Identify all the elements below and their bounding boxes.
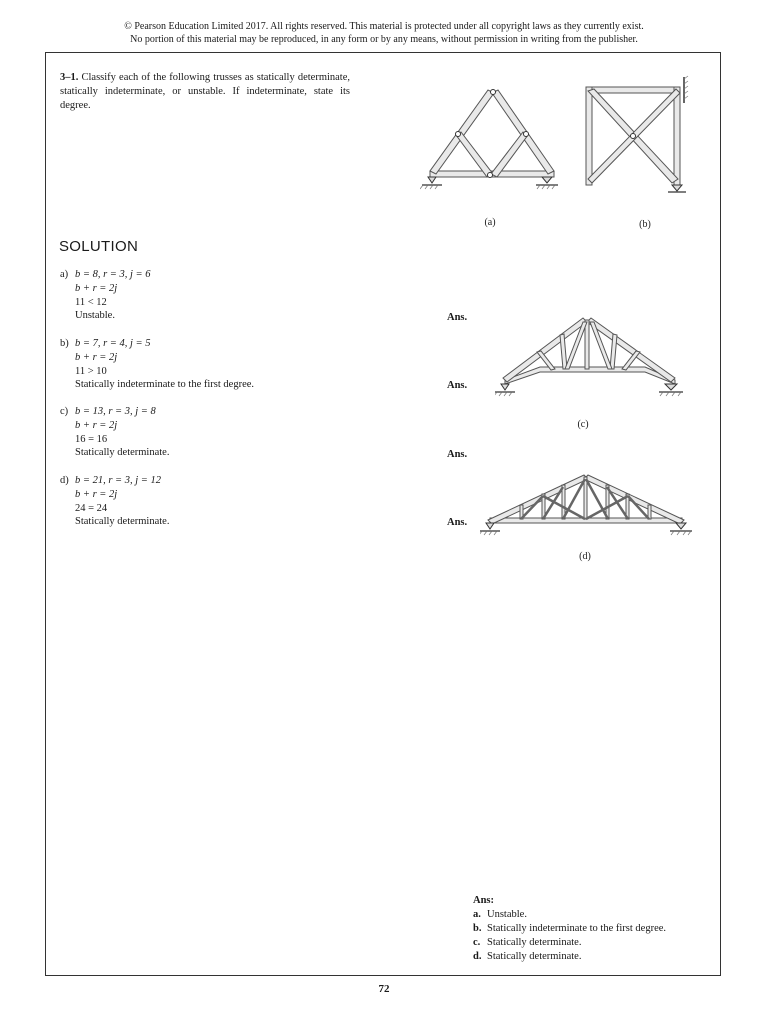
part-values: b = 13, r = 3, j = 8	[75, 406, 156, 417]
copyright-line-1: © Pearson Education Limited 2017. All rights reserved. This material is protected under all copyright laws as they currently exist.	[124, 21, 644, 32]
problem-number: 3–1.	[60, 72, 79, 83]
part-values: b = 8, r = 3, j = 6	[75, 269, 151, 280]
solution-part-b	[60, 337, 254, 392]
part-label: b)	[60, 338, 69, 349]
part-values: b = 7, r = 4, j = 5	[75, 338, 151, 349]
summary-item-d: d. Statically determinate.	[473, 951, 582, 962]
ans-marker-c: Ans.	[447, 449, 468, 460]
page-number: 72	[378, 983, 390, 995]
part-result: Statically indeterminate to the first degree.	[75, 379, 255, 391]
truss-figure-a	[420, 85, 565, 195]
solution-heading: SOLUTION	[59, 238, 139, 255]
part-label: a)	[60, 269, 69, 280]
part-result: Statically determinate.	[75, 447, 170, 459]
summary-item-b: b. Statically indeterminate to the first degree.	[473, 923, 667, 934]
part-label: c)	[60, 406, 69, 417]
part-result: Unstable.	[75, 310, 115, 322]
part-label: d)	[60, 475, 69, 486]
problem-text: Classify each of the following trusses as statically determinate, statically indeterminate, or unstable. If indeterminate, state its degree.	[60, 72, 351, 111]
figure-label-a: (a)	[484, 217, 496, 228]
solution-part-a	[60, 268, 151, 323]
copyright-line-2: No portion of this material may be reproduced, in any form or by any means, without permission in writing from the publisher.	[130, 34, 638, 45]
part-comparison: 11 < 12	[75, 296, 107, 308]
figure-label-c: (c)	[577, 419, 589, 430]
ans-marker-d: Ans.	[447, 517, 468, 528]
part-equation: b + r = 2j	[75, 282, 118, 294]
part-equation: b + r = 2j	[75, 488, 118, 500]
solution-part-c	[60, 405, 169, 460]
part-comparison: 11 > 10	[75, 365, 107, 377]
truss-figure-d	[480, 472, 700, 542]
part-equation: b + r = 2j	[75, 419, 118, 431]
answer-summary	[473, 894, 666, 964]
truss-figure-b	[578, 75, 690, 193]
truss-figure-c	[495, 312, 695, 404]
ans-marker-b: Ans.	[447, 380, 468, 391]
part-comparison: 24 = 24	[75, 502, 108, 514]
part-comparison: 16 = 16	[75, 433, 108, 445]
figure-label-d: (d)	[579, 551, 591, 562]
part-result: Statically determinate.	[75, 516, 170, 528]
summary-item-a: a. Unstable.	[473, 909, 527, 920]
problem-statement	[60, 71, 350, 113]
part-values: b = 21, r = 3, j = 12	[75, 475, 162, 486]
ans-marker-a: Ans.	[447, 312, 468, 323]
part-equation: b + r = 2j	[75, 351, 118, 363]
summary-item-c: c. Statically determinate.	[473, 937, 582, 948]
summary-heading: Ans:	[473, 895, 495, 906]
solution-part-d	[60, 474, 169, 529]
copyright-notice	[0, 20, 768, 46]
figure-label-b: (b)	[639, 219, 651, 230]
